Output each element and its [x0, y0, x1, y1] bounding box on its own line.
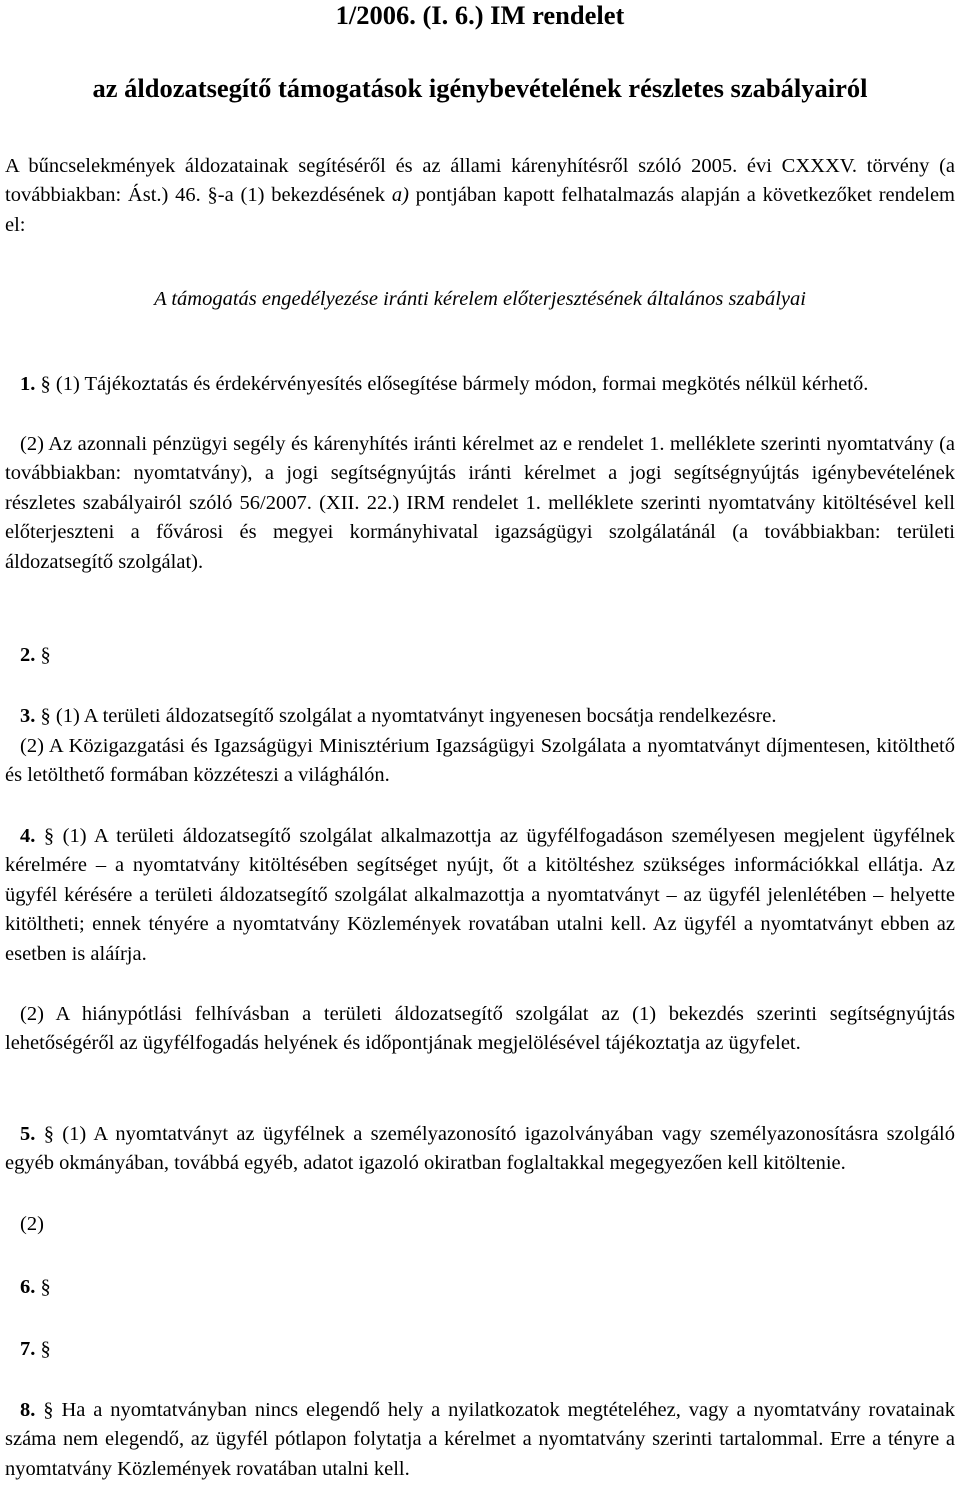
section-3-text-2: (2) A Közigazgatási és Igazságügyi Minisztérium Igazságügyi Szolgálata a nyomtatványt díjmentesen, kitölthető és letölthető formában közzéteszi a világhálón.	[5, 735, 955, 787]
preamble-text-a: A bűncselekmények áldozatainak segítéséről és az állami kárenyhítésről szóló 2005. évi CXXXV. törvény (a továbbiakban: Ást.) 46. §-a (1) bekezdésének	[5, 155, 955, 207]
section-1-paragraph-1	[5, 370, 955, 399]
section-1-text-1: § (1) Tájékoztatás és érdekérvényesítés elősegítése bármely módon, formai megkötés nélkül kérhető.	[40, 373, 869, 395]
preamble-paragraph	[5, 152, 955, 240]
section-3-number: 3.	[20, 705, 36, 727]
section-6-text: §	[40, 1276, 51, 1298]
regulation-subject-title: az áldozatsegítő támogatások igénybevételének részletes szabályairól	[92, 73, 868, 103]
section-6-paragraph	[20, 1273, 955, 1302]
section-8-text: § Ha a nyomtatványban nincs elegendő hely a nyilatkozatok megtételéhez, vagy a nyomtatvány rovatainak száma nem elegendő, az ügyfél pótlapon folytatja a kérelmet a nyomtatvány szerinti tartalommal. Erre a tényre a nyomtatvány Közlemények rovatában utalni kell.	[5, 1399, 956, 1480]
section-3-paragraph-1	[20, 702, 955, 731]
section-8-number: 8.	[20, 1399, 36, 1421]
preamble-text-b: pontjában kapott felhatalmazás alapján a következőket rendelem el:	[5, 184, 955, 236]
section-6-number: 6.	[20, 1276, 36, 1298]
section-1-number: 1.	[20, 373, 36, 395]
section-5-paragraph-2	[20, 1210, 955, 1239]
section-2-text: §	[40, 644, 51, 666]
section-1-paragraph-2	[5, 430, 955, 577]
section-4-text-1: § (1) A területi áldozatsegítő szolgálat alkalmazottja az ügyfélfogadáson személyesen megjelent ügyfélnek kérelmére – a nyomtatvány kitöltésében segítséget nyújt, őt a kitöltéshez szükséges információkkal ellátja. Az ügyfél kérésére a területi áldozatsegítő szolgálat alkalmazottja a nyomtatványt – az ügyfél jelenlétében – helyette kitöltheti; ennek tényére a nyomtatvány Közlemények rovatában utalni kell. Az ügyfél a nyomtatványt ebben az esetben is aláírja.	[5, 825, 956, 965]
section-4-paragraph-2	[5, 1000, 955, 1059]
section-5-text-2: (2)	[20, 1213, 44, 1235]
section-1-text-2: (2) Az azonnali pénzügyi segély és kárenyhítés iránti kérelmet az e rendelet 1. melléklete szerinti nyomtatvány (a továbbiakban: nyomtatvány), a jogi segítségnyújtás iránti kérelmet a jogi segítségnyújtás igénybevételének részletes szabályairól szóló 56/2007. (XII. 22.) IRM rendelet 1. melléklete szerinti nyomtatvány kitöltésével kell előterjeszteni a fővárosi és megyei kormányhivatal igazságügyi szolgálatánál (a továbbiakban: területi áldozatsegítő szolgálat).	[5, 433, 955, 573]
section-4-number: 4.	[20, 825, 36, 847]
section-7-paragraph	[20, 1335, 955, 1364]
section-4-text-2: (2) A hiánypótlási felhívásban a területi áldozatsegítő szolgálat az (1) bekezdés szerinti segítségnyújtás lehetőségéről az ügyfélfogadás helyének és időpontjának megjelölésével tájékoztatja az ügyfelet.	[5, 1003, 955, 1055]
section-2-paragraph	[20, 641, 955, 670]
section-7-number: 7.	[20, 1338, 36, 1360]
section-4-paragraph-1	[5, 822, 955, 969]
regulation-number-title: 1/2006. (I. 6.) IM rendelet	[335, 0, 625, 30]
section-7-text: §	[40, 1338, 51, 1360]
section-8-paragraph	[5, 1396, 955, 1484]
section-2-number: 2.	[20, 644, 36, 666]
section-5-number: 5.	[20, 1123, 36, 1145]
section-3-paragraph-2	[5, 732, 955, 791]
section-5-text-1: § (1) A nyomtatványt az ügyfélnek a személyazonosító igazolványában vagy személyazonosításra szolgáló egyéb okmányában, továbbá egyéb, adatot igazoló okiratban foglaltakkal megegyezően kell kitöltenie.	[5, 1123, 955, 1175]
preamble-point-a: a)	[391, 184, 409, 207]
section-5-paragraph-1	[5, 1120, 955, 1179]
section-3-text-1: § (1) A területi áldozatsegítő szolgálat a nyomtatványt ingyenesen bocsátja rendelkezésre.	[40, 705, 777, 727]
section-heading: A támogatás engedélyezése iránti kérelem előterjesztésének általános szabályai	[154, 288, 806, 310]
